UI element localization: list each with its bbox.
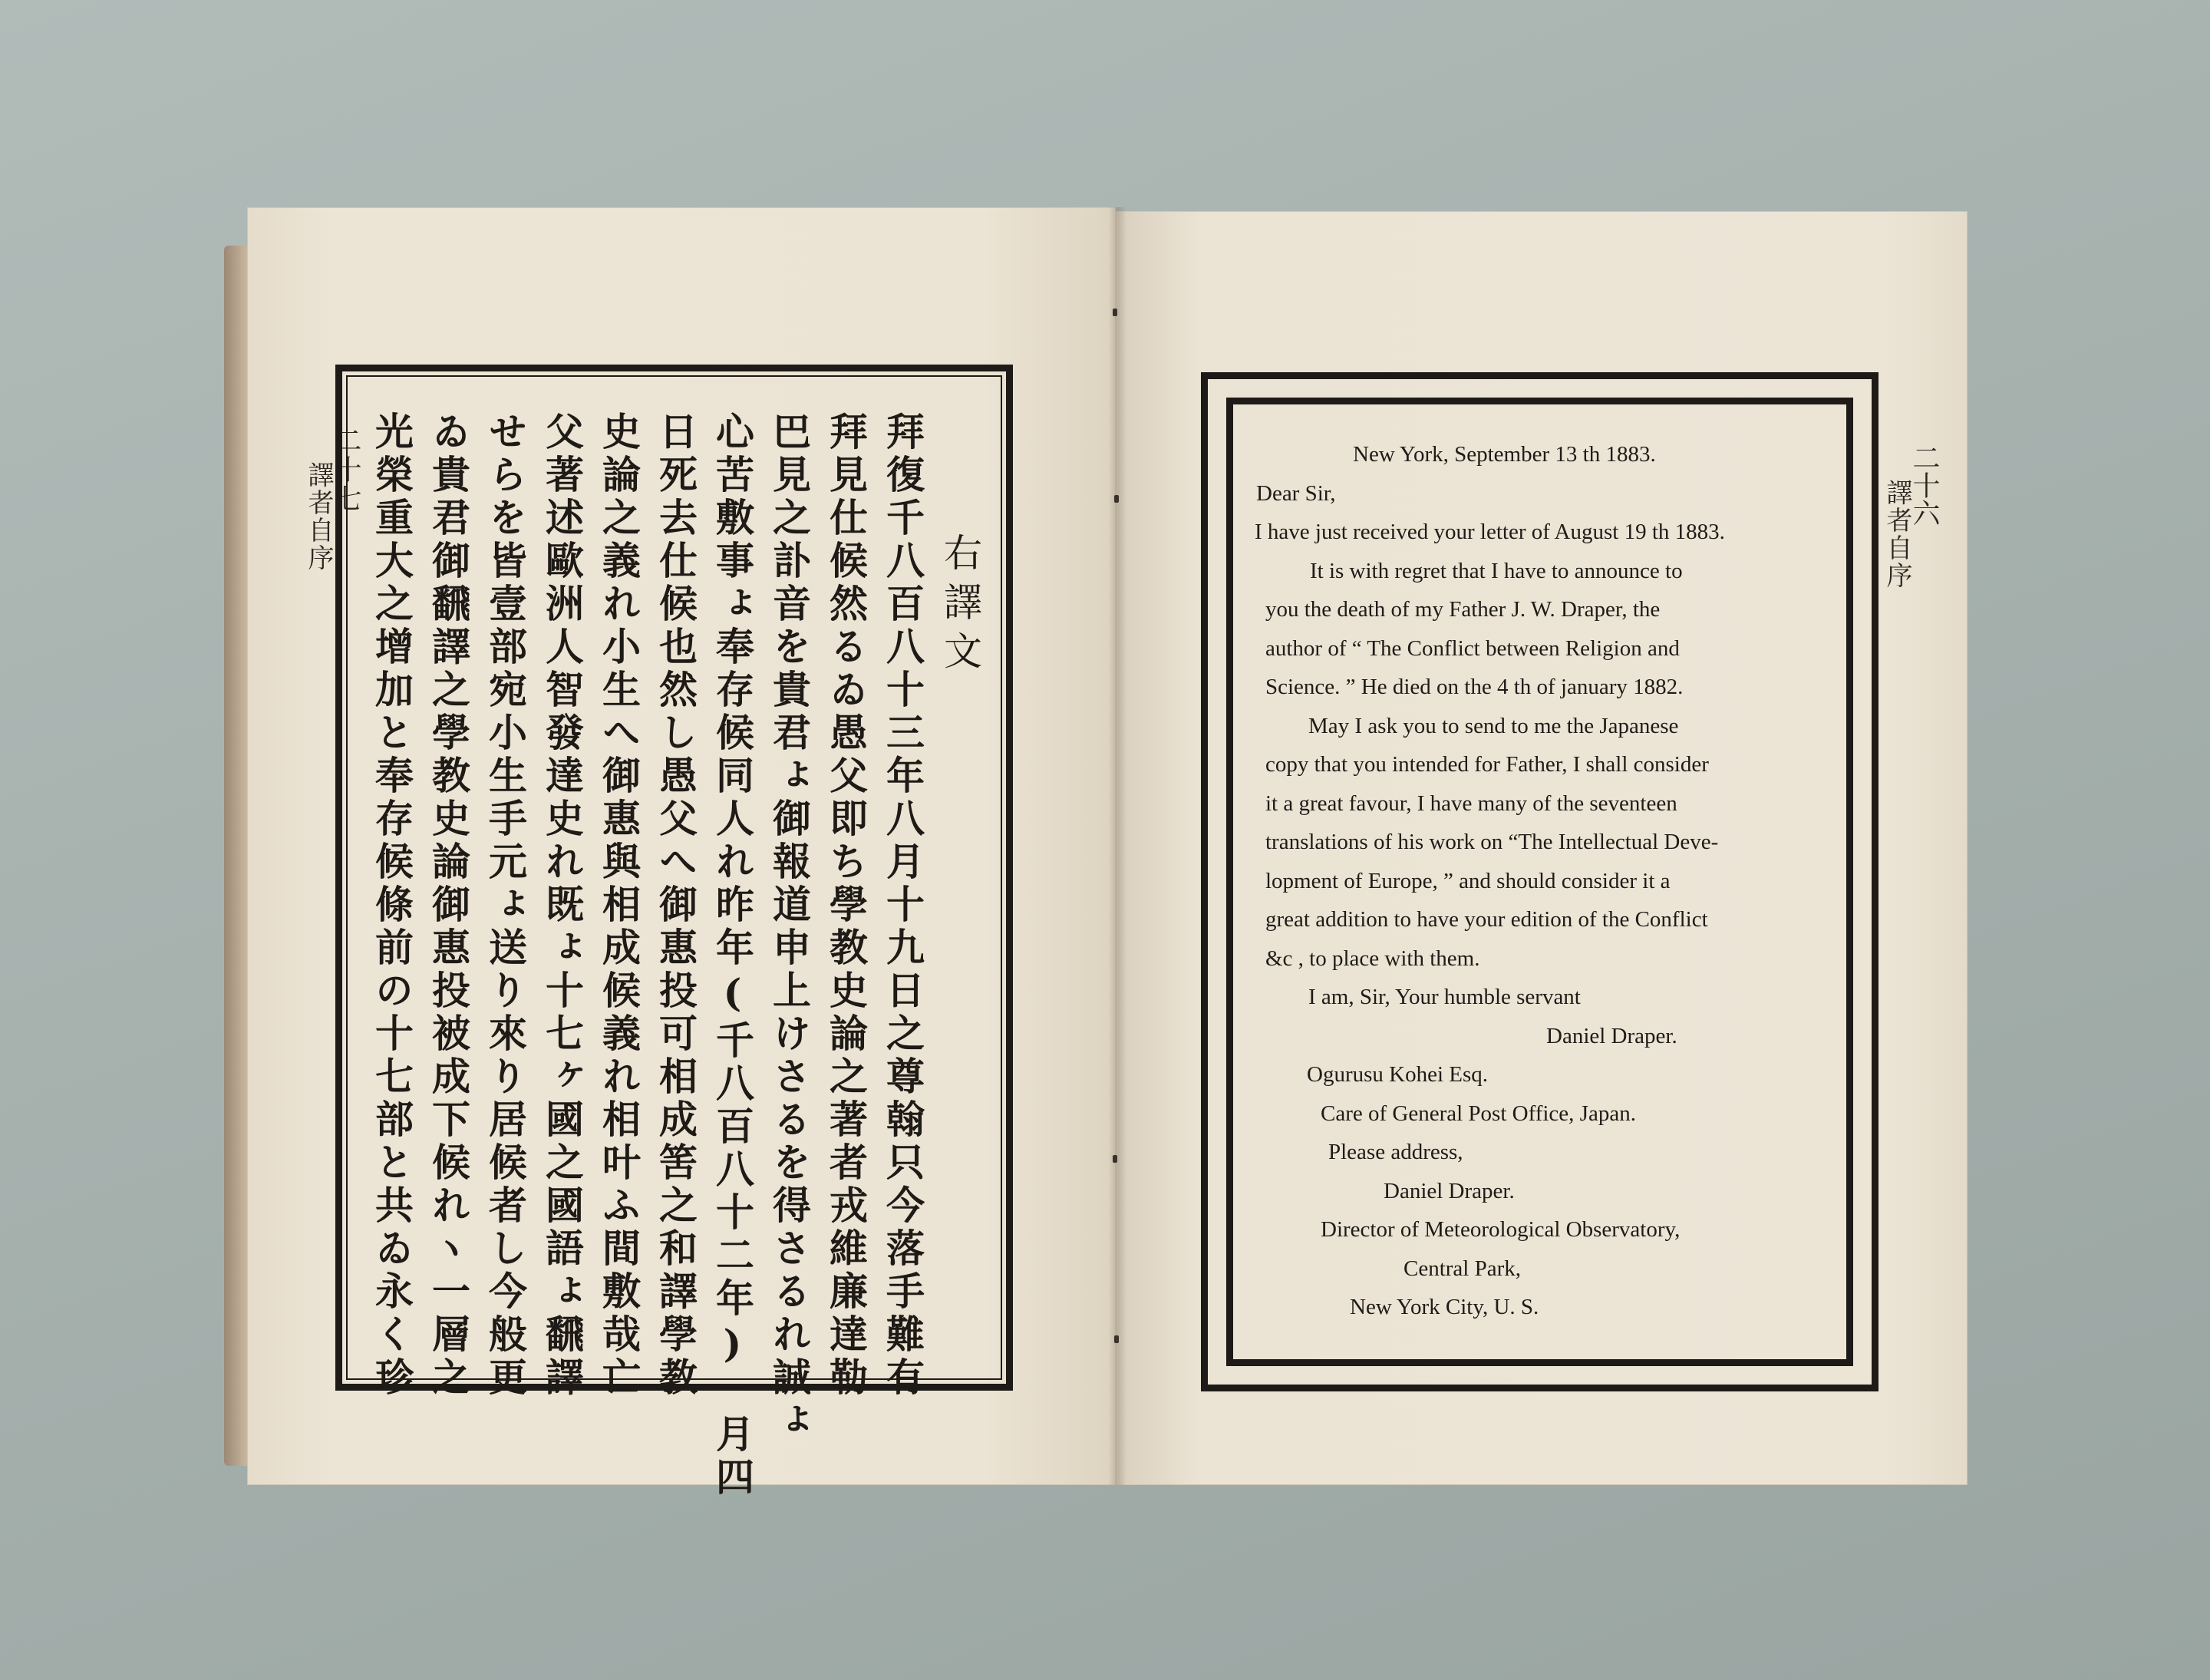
japanese-column: ゐ貴君御飜譯之學教史論御惠投被成下候れヽ一層之 xyxy=(426,411,471,1400)
letter-address-place: Central Park, xyxy=(1404,1256,1522,1281)
japanese-column: 拜見仕候然るゐ愚父即ち學教史論之著者戎維廉達勒 xyxy=(823,411,869,1400)
letter-recipient: Ogurusu Kohei Esq. xyxy=(1307,1062,1489,1087)
letter-body-line: Science. ” He died on the 4 th of january 1882. xyxy=(1265,675,1684,699)
letter-address-title: Director of Meteorological Observatory, xyxy=(1321,1217,1681,1242)
letter-body-line: lopment of Europe, ” and should consider it a xyxy=(1265,868,1671,893)
right-section-label: 譯者自序 xyxy=(1882,479,1912,589)
letter-signature: Daniel Draper. xyxy=(1546,1023,1677,1048)
letter-inner-border xyxy=(1226,398,1853,1366)
letter-date: New York, September 13 th 1883. xyxy=(1353,442,1656,467)
japanese-column: 日死去仕候也然し愚父へ御惠投可相成筈之和譯學教 xyxy=(653,411,698,1400)
letter-body-line: you the death of my Father J. W. Draper, the xyxy=(1265,597,1661,622)
japanese-column: 光榮重大之增加と奉存候條前の十七部と共ゐ永く珍 xyxy=(369,411,414,1400)
letter-body-line: great addition to have your edition of the Conflict xyxy=(1265,907,1708,932)
letter-salutation: Dear Sir, xyxy=(1256,480,1336,506)
letter-body-line: translations of his work on “The Intellectual Deve- xyxy=(1265,830,1719,854)
japanese-column: せらを皆壹部宛小生手元ょ送り來り居候者し今般更 xyxy=(483,411,528,1400)
left-section-label: 譯者自序 xyxy=(303,461,334,572)
letter-address-prompt: Please address, xyxy=(1328,1140,1463,1164)
japanese-column: 心苦敷事ょ奉存候同人れ昨年(千八百八十二年)一月四 xyxy=(710,411,755,1500)
book-gutter xyxy=(1108,207,1126,1485)
japanese-column: 父著述歐洲人智發達史れ既ょ十七ヶ國之國語ょ飜譯 xyxy=(539,411,585,1400)
letter-body-line: It is with regret that I have to announce to xyxy=(1310,558,1683,583)
letter-recipient-care: Care of General Post Office, Japan. xyxy=(1321,1101,1636,1126)
letter-address-name: Daniel Draper. xyxy=(1384,1178,1515,1203)
letter-text xyxy=(1255,435,1838,1327)
japanese-text-frame xyxy=(335,365,1013,1500)
japanese-column: 巴見之訃音を貴君ょ御報道申上けさるを得さるれ誠ょ xyxy=(767,411,812,1443)
letter-closing: I am, Sir, Your humble servant xyxy=(1308,985,1581,1009)
japanese-column: 拜復千八百八十三年八月十九日之尊翰只今落手難有 xyxy=(880,411,925,1400)
binding-stitch xyxy=(1113,309,1117,316)
letter-frame xyxy=(1201,372,1879,1391)
letter-body-line: author of “ The Conflict between Religion and xyxy=(1265,635,1680,661)
binding-stitch xyxy=(1114,1335,1119,1343)
translation-heading: 右譯文 xyxy=(938,533,982,680)
letter-body-line: it a great favour, I have many of the seventeen xyxy=(1265,790,1677,816)
right-margin-header xyxy=(1884,444,1938,589)
binding-stitch xyxy=(1114,495,1119,503)
letter-body-line: I have just received your letter of August 19 th 1883. xyxy=(1255,520,1725,544)
binding-stitch xyxy=(1113,1155,1117,1163)
right-page-number: 二十六 xyxy=(1908,444,1940,526)
letter-address-city: New York City, U. S. xyxy=(1350,1295,1539,1319)
letter-body-line: May I ask you to send to me the Japanese xyxy=(1308,713,1679,738)
left-page-number: 二十七 xyxy=(330,426,361,513)
book-edge xyxy=(224,246,247,1466)
letter-body-line: copy that you intended for Father, I shall consider xyxy=(1265,752,1709,777)
letter-body-line: &c , to place with them. xyxy=(1265,946,1480,971)
japanese-column: 史論之義れ小生へ御惠與相成候義れ相叶ふ間敷哉亡 xyxy=(596,411,642,1400)
